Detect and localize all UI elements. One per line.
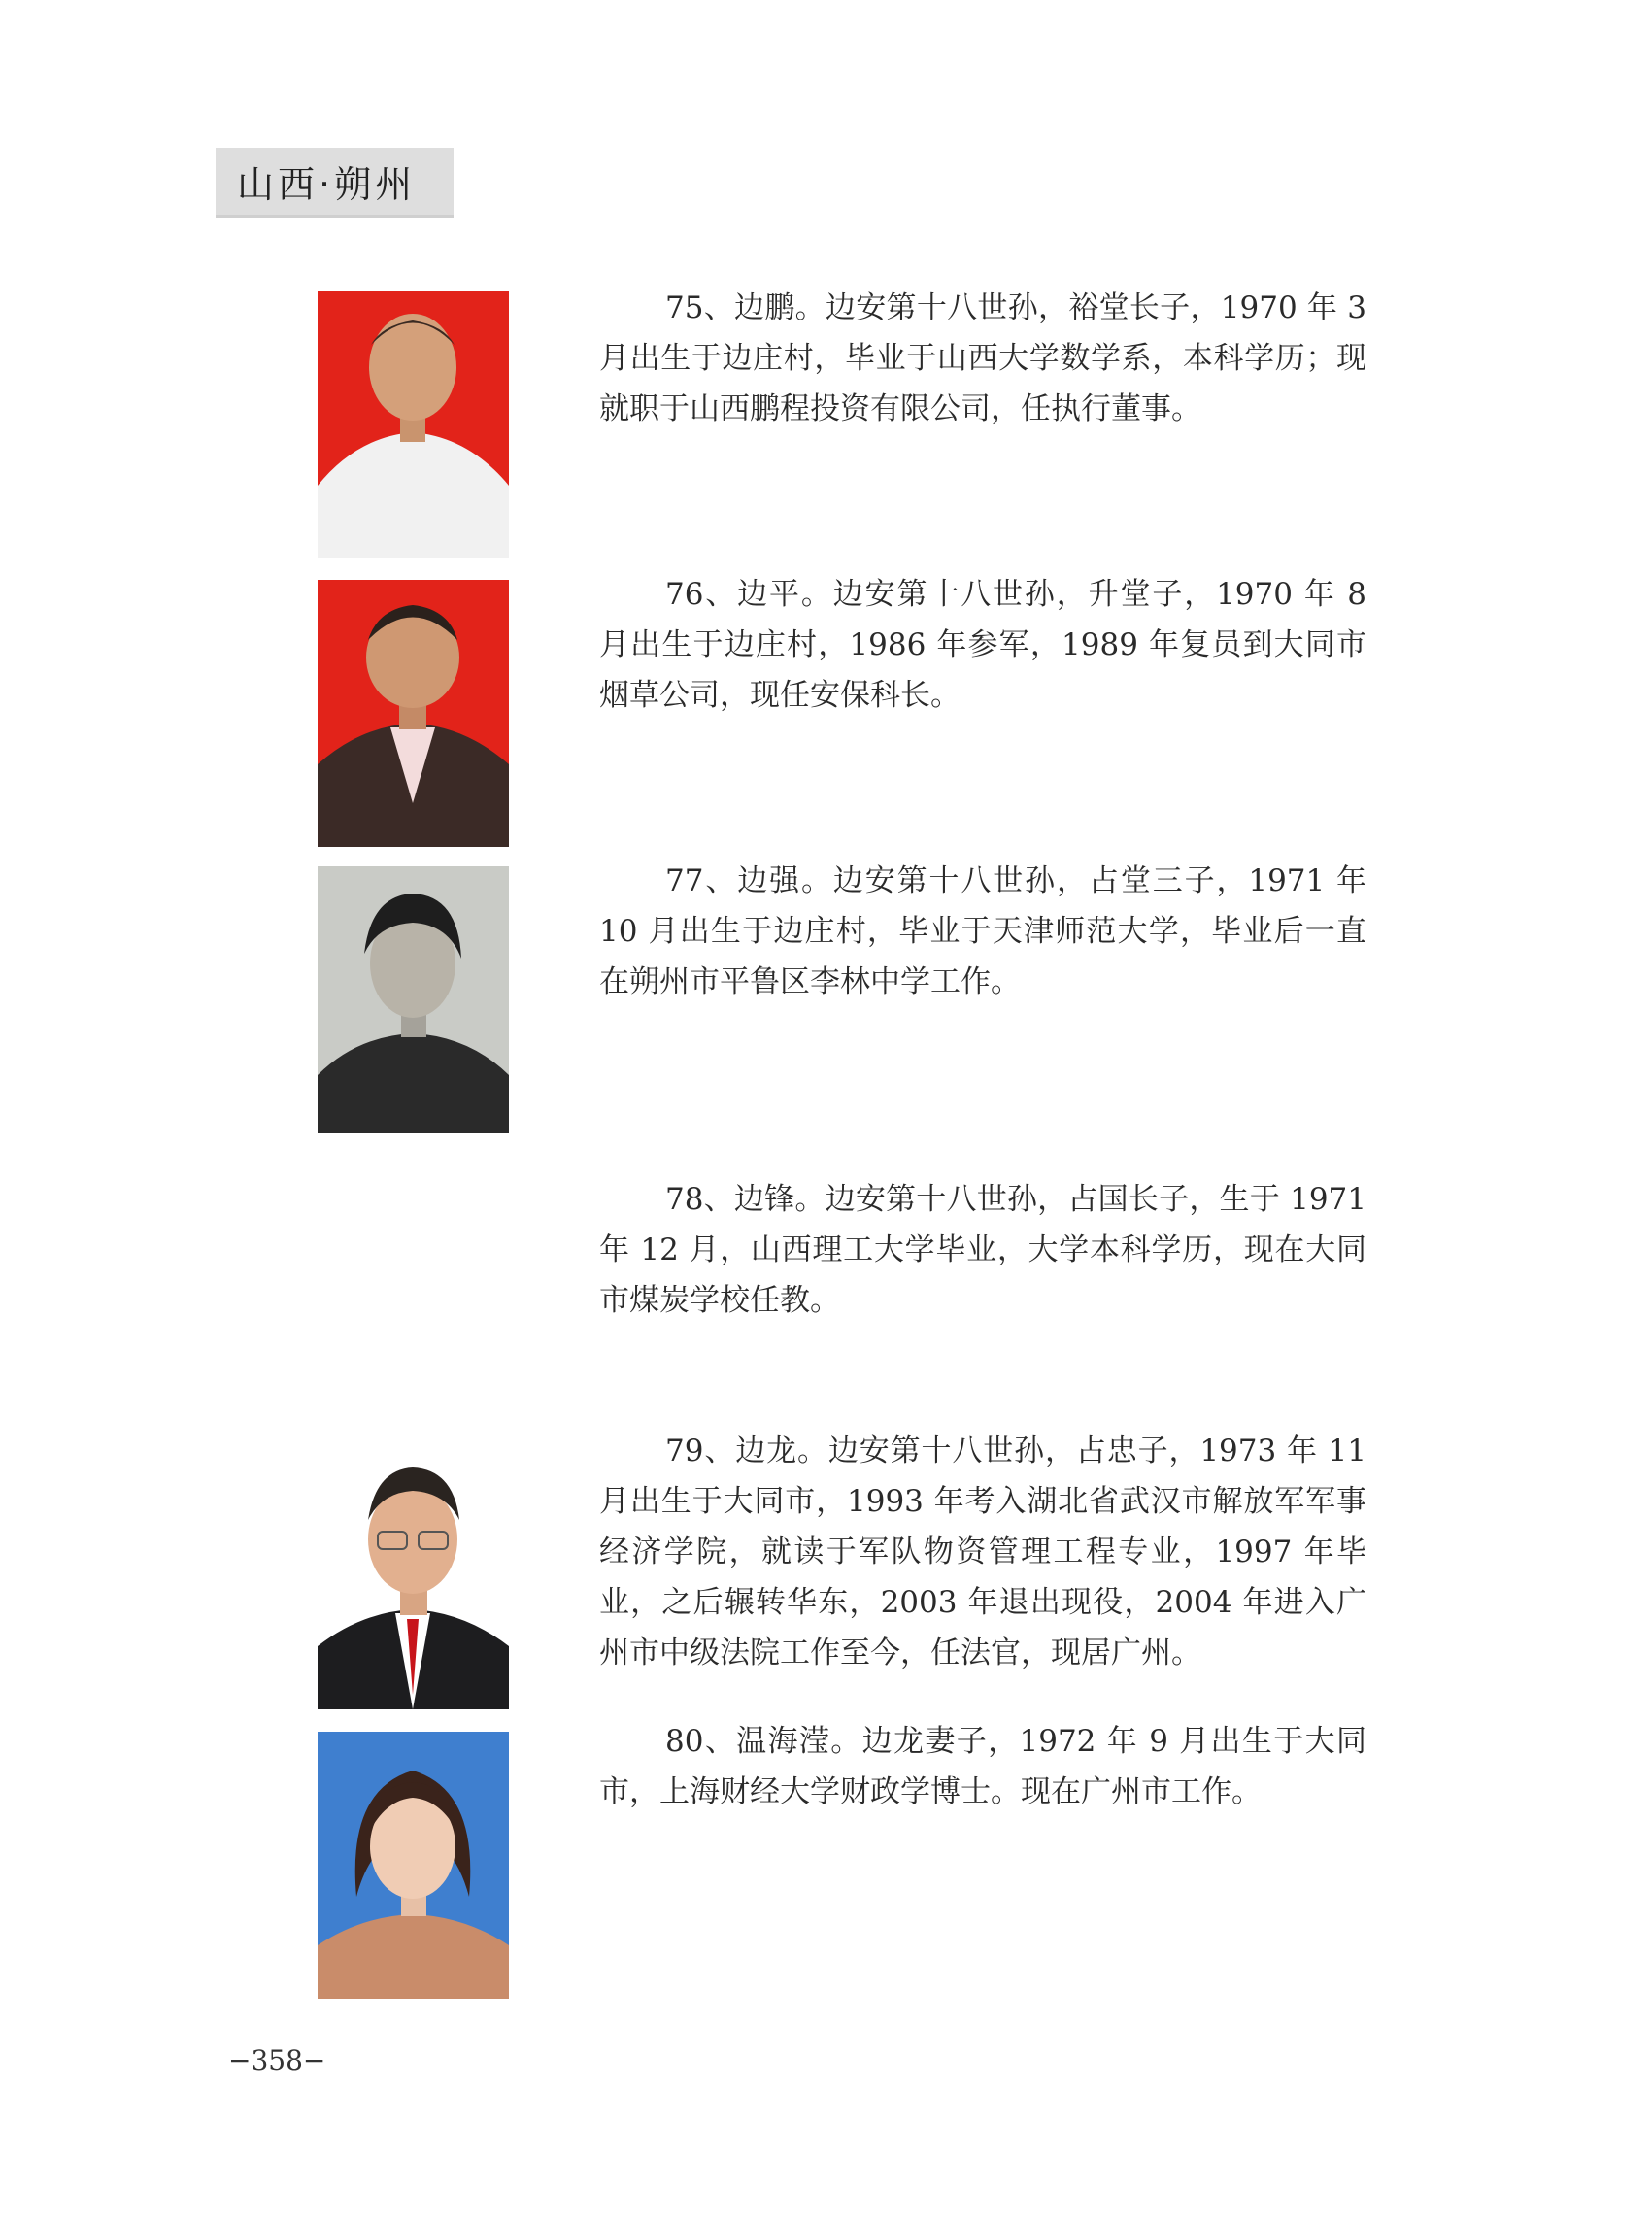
biography-entry: 80、温海滢。边龙妻子，1972 年 9 月出生于大同市，上海财经大学财政学博士。现在广州市工作。 [599,1724,1366,1809]
portrait-photo [318,866,509,1133]
portrait-photo [318,291,509,558]
biography-entry: 76、边平。边安第十八世孙，升堂子，1970 年 8 月出生于边庄村，1986 年参军，1989 年复员到大同市烟草公司，现任安保科长。 [599,577,1366,713]
biography-entry: 77、边强。边安第十八世孙，占堂三子，1971 年 10 月出生于边庄村，毕业于天津师范大学，毕业后一直在朔州市平鲁区李林中学工作。 [599,863,1366,999]
section-header [216,148,454,218]
biography-entry: 78、边锋。边安第十八世孙，占国长子，生于 1971 年 12 月，山西理工大学毕业，大学本科学历，现在大同市煤炭学校任教。 [599,1182,1366,1318]
portrait-photo [318,580,509,847]
section-title: 山西·朔州 [237,163,417,206]
portrait-photo [318,1732,509,1999]
biography-entry: 79、边龙。边安第十八世孙，占忠子，1973 年 11 月出生于大同市，1993 年考入湖北省武汉市解放军军事经济学院，就读于军队物资管理工程专业，1997 年毕业，之后辗转华东，2003 年退出现役，2004 年进入广州市中级法院工作至今，任法官，现居广州。 [599,1433,1366,1670]
biography-entry: 75、边鹏。边安第十八世孙，裕堂长子，1970 年 3 月出生于边庄村，毕业于山西大学数学系，本科学历；现就职于山西鹏程投资有限公司，任执行董事。 [599,290,1366,426]
portrait-photo [318,1442,509,1709]
page-number: −358− [228,2044,326,2076]
